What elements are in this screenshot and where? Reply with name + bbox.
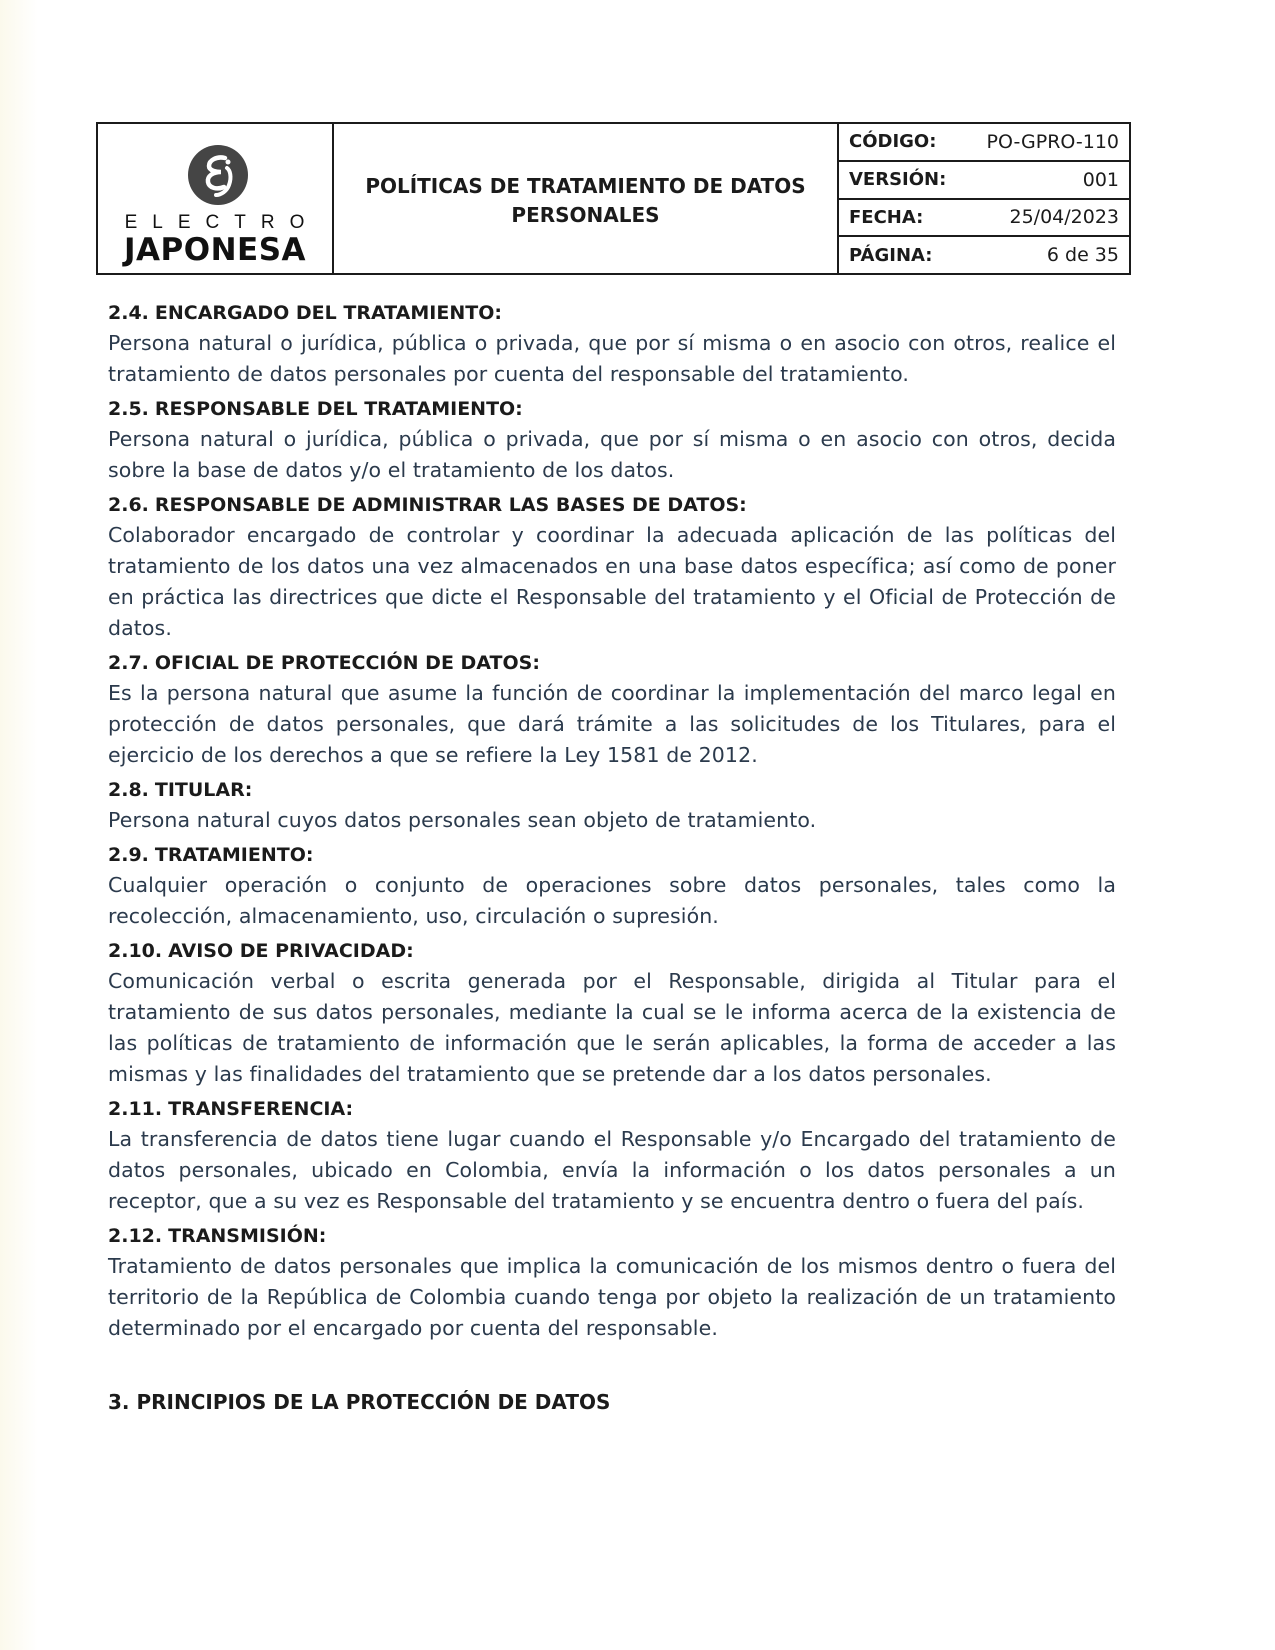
meta-label: VERSIÓN:: [849, 169, 947, 191]
section-title: TRANSFERENCIA:: [168, 1098, 354, 1120]
section-body: Colaborador encargado de controlar y coordinar la adecuada aplicación de las políticas del tratamiento de los datos una vez almacenados en una base datos específica; así como de poner en práctica las directrices que dicte el Responsable del tratamiento y el Oficial de Protección de datos.: [108, 523, 1116, 640]
section-body: Persona natural cuyos datos personales sean objeto de tratamiento.: [108, 808, 817, 832]
section-title: TITULAR:: [154, 779, 253, 801]
logo-wordmark-bottom: JAPONESA: [123, 232, 307, 268]
definition-section: [108, 394, 1116, 486]
definition-section: [108, 490, 1116, 644]
definition-section: [108, 936, 1116, 1090]
section-body: Es la persona natural que asume la función de coordinar la implementación del marco legal en protección de datos personales, que dará trámite a las solicitudes de los Titulares, para el ejercicio de los derechos a que se refiere la Ley 1581 de 2012.: [108, 681, 1116, 767]
section-title: ENCARGADO DEL TRATAMIENTO:: [154, 302, 502, 324]
section-body: La transferencia de datos tiene lugar cuando el Responsable y/o Encargado del tratamiento de datos personales, ubicado en Colombia, envía la información o los datos personales a un receptor, que a su vez es Responsable del tratamiento y se encuentra dentro o fuera del país.: [108, 1127, 1116, 1213]
document-title: POLÍTICAS DE TRATAMIENTO DE DATOS PERSONALES: [365, 173, 806, 227]
section-title: TRATAMIENTO:: [154, 844, 314, 866]
document-header: [96, 122, 1131, 275]
meta-value: PO-GPRO-110: [986, 130, 1119, 153]
meta-row-version: [839, 162, 1129, 200]
section-body: Comunicación verbal o escrita generada por el Responsable, dirigida al Titular para el tratamiento de sus datos personales, mediante la cual se le informa acerca de la existencia de las políticas de tratamiento de información que le serán aplicables, la forma de acceder a las mismas y las finalidades del tratamiento que se pretende dar a los datos personales.: [108, 969, 1116, 1086]
meta-row-pagina: [839, 237, 1129, 273]
document-body: [108, 298, 1116, 1348]
section-heading: [108, 490, 1116, 520]
company-logo-icon: [187, 144, 249, 206]
section-number: 2.8.: [108, 779, 149, 801]
section-title: TRANSMISIÓN:: [168, 1225, 327, 1247]
definition-section: [108, 1094, 1116, 1217]
definition-section: [108, 775, 1116, 836]
section-number: 2.7.: [108, 652, 149, 674]
meta-label: PÁGINA:: [849, 244, 933, 266]
section-number: 2.12.: [108, 1225, 163, 1247]
section-heading: [108, 936, 1116, 966]
section-number: 2.6.: [108, 494, 149, 516]
meta-value: 001: [1082, 168, 1119, 191]
meta-value: 25/04/2023: [1009, 206, 1119, 229]
section-body: Cualquier operación o conjunto de operaciones sobre datos personales, tales como la recolección, almacenamiento, uso, circulación o supresión.: [108, 873, 1116, 928]
section-title: RESPONSABLE DEL TRATAMIENTO:: [154, 398, 523, 420]
meta-value: 6 de 35: [1046, 244, 1119, 267]
section-body: Persona natural o jurídica, pública o privada, que por sí misma o en asocio con otros, realice el tratamiento de datos personales por cuenta del responsable del tratamiento.: [108, 331, 1116, 386]
section-number: 2.4.: [108, 302, 149, 324]
section-heading: [108, 1221, 1116, 1251]
section-number: 2.10.: [108, 940, 163, 962]
section-number: 2.5.: [108, 398, 149, 420]
meta-label: CÓDIGO:: [849, 131, 937, 153]
company-logo-cell: [98, 124, 334, 273]
meta-label: FECHA:: [849, 206, 924, 228]
section-heading: [108, 840, 1116, 870]
meta-row-fecha: [839, 200, 1129, 238]
section-title: OFICIAL DE PROTECCIÓN DE DATOS:: [154, 652, 540, 674]
meta-row-codigo: [839, 124, 1129, 162]
section-body: Tratamiento de datos personales que implica la comunicación de los mismos dentro o fuera del territorio de la República de Colombia cuando tenga por objeto la realización de un tratamiento determinado por el encargado por cuenta del responsable.: [108, 1254, 1116, 1340]
section-body: Persona natural o jurídica, pública o privada, que por sí misma o en asocio con otros, decida sobre la base de datos y/o el tratamiento de los datos.: [108, 427, 1116, 482]
definition-section: [108, 1221, 1116, 1344]
section-heading: [108, 775, 1116, 805]
section-title: RESPONSABLE DE ADMINISTRAR LAS BASES DE DATOS:: [154, 494, 747, 516]
section-number: 2.9.: [108, 844, 149, 866]
document-meta-table: [839, 124, 1129, 273]
section-heading: [108, 648, 1116, 678]
definition-section: [108, 648, 1116, 771]
document-title-cell: [334, 124, 839, 273]
logo-wordmark-top: ELECTRO: [124, 212, 320, 233]
section-number: 2.11.: [108, 1098, 163, 1120]
section-heading: [108, 298, 1116, 328]
definition-section: [108, 840, 1116, 932]
section-heading: [108, 394, 1116, 424]
definition-section: [108, 298, 1116, 390]
section-heading: [108, 1094, 1116, 1124]
next-chapter-heading: 3. PRINCIPIOS DE LA PROTECCIÓN DE DATOS: [108, 1390, 611, 1414]
section-title: AVISO DE PRIVACIDAD:: [168, 940, 414, 962]
